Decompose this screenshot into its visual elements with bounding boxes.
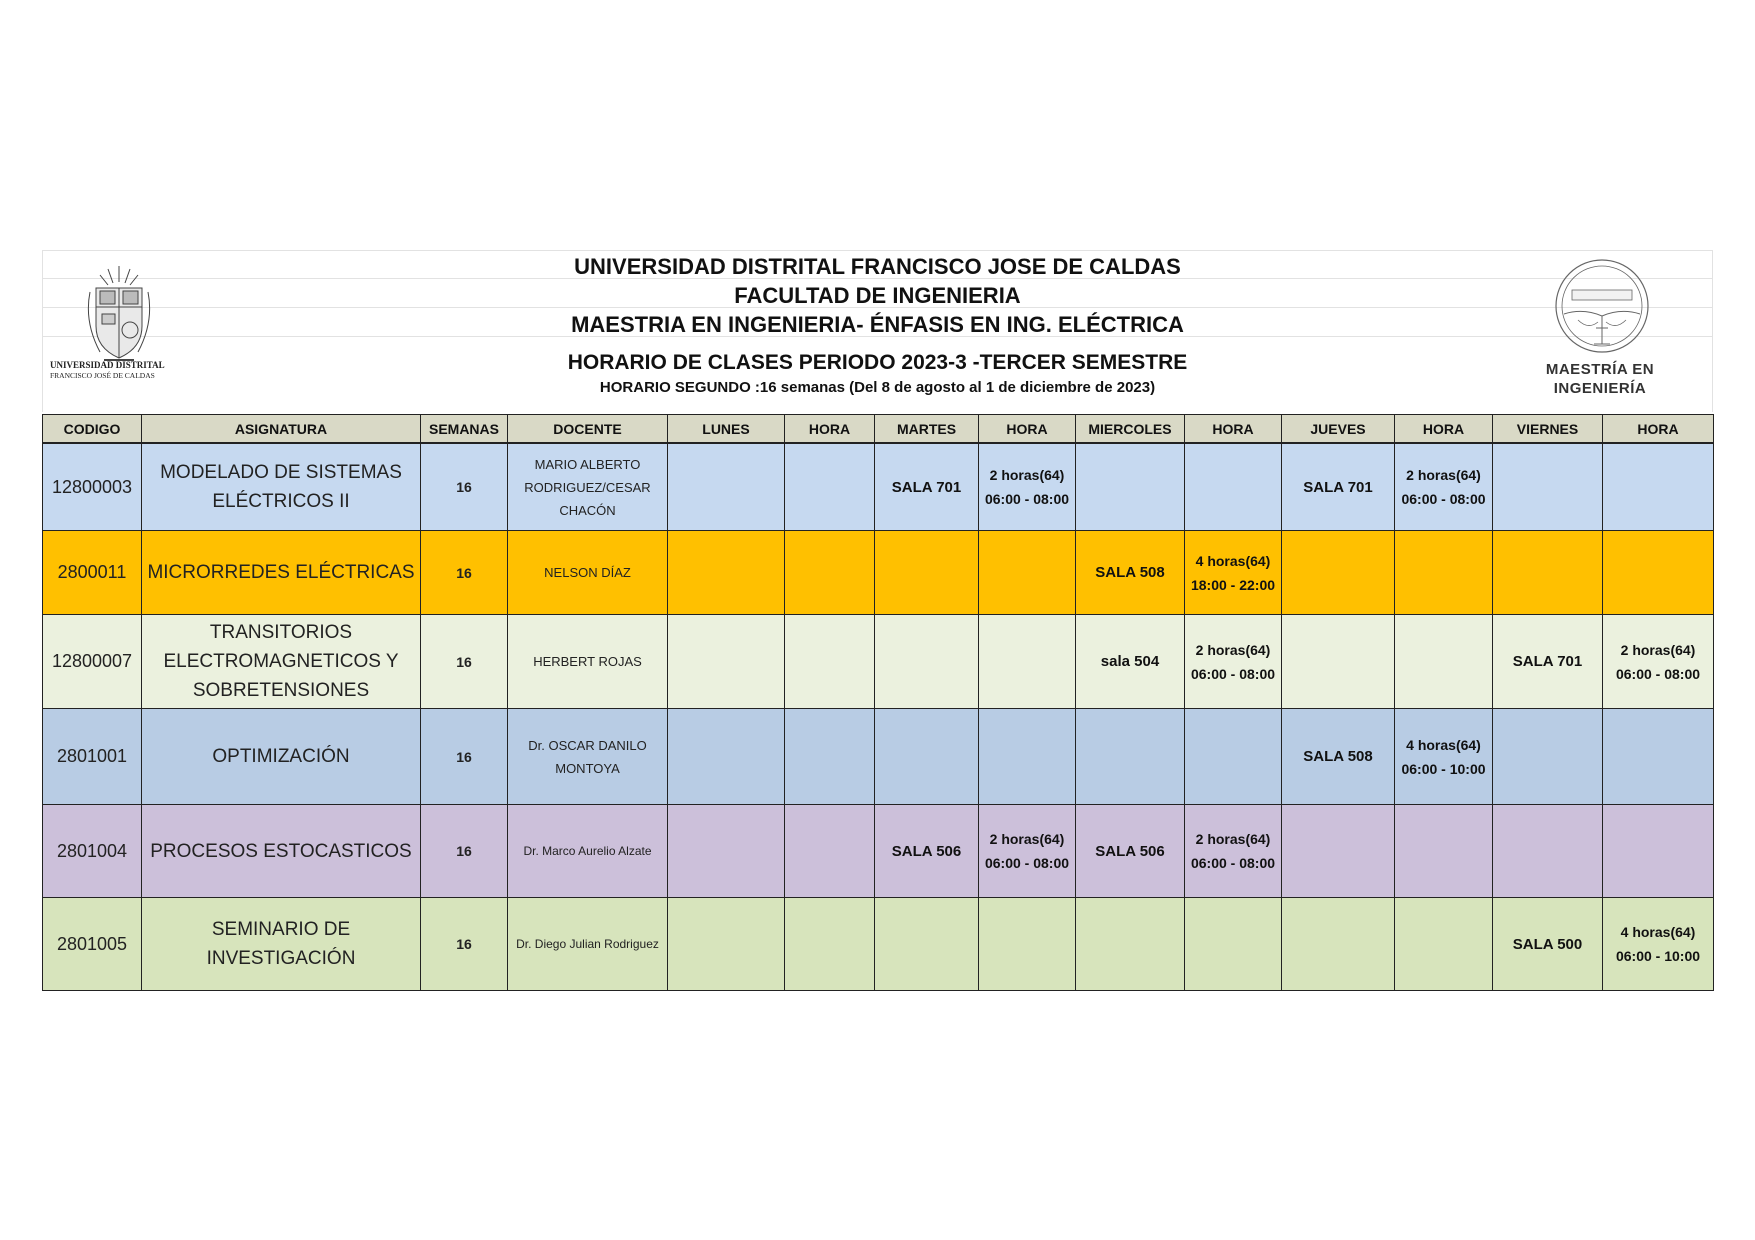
viernes-room (1493, 709, 1603, 805)
table-row (43, 898, 1714, 991)
right-logo-caption-line: MAESTRÍA EN (1545, 361, 1655, 378)
jueves-room (1282, 898, 1395, 991)
miercoles-hours (1185, 709, 1282, 805)
column-header-hora: HORA (1185, 415, 1282, 444)
subject-line: ELÉCTRICOS II (212, 491, 350, 512)
course-teacher (508, 531, 668, 615)
viernes-hours (1603, 443, 1714, 531)
course-subject (142, 443, 421, 531)
viernes-room (1493, 805, 1603, 898)
course-teacher (508, 443, 668, 531)
martes-room (875, 709, 979, 805)
time-line: 06:00 - 08:00 (1615, 665, 1701, 682)
course-teacher (508, 898, 668, 991)
course-code: 12800007 (43, 615, 142, 709)
jueves-hours (1395, 615, 1493, 709)
table-row (43, 709, 1714, 805)
column-header-asignatura: ASIGNATURA (142, 415, 421, 444)
header-gridline (42, 250, 1713, 251)
class-schedule-table (42, 414, 1714, 991)
jueves-room: SALA 508 (1282, 709, 1395, 805)
left-logo-caption: UNIVERSIDAD DISTRITAL (50, 360, 165, 370)
course-weeks: 16 (421, 805, 508, 898)
jueves-hours (1395, 898, 1493, 991)
martes-room (875, 898, 979, 991)
course-weeks: 16 (421, 531, 508, 615)
hours-line: 2 horas(64) (1195, 831, 1271, 847)
martes-room: SALA 701 (875, 443, 979, 531)
schedule-title: HORARIO DE CLASES PERIODO 2023-3 -TERCER SEMESTRE (567, 351, 1188, 374)
course-code: 12800003 (43, 443, 142, 531)
lunes-hours (785, 709, 875, 805)
table-row (43, 443, 1714, 531)
course-code: 2801001 (43, 709, 142, 805)
lunes-room (668, 805, 785, 898)
martes-hours (979, 531, 1076, 615)
teacher-line: Dr. OSCAR DANILO (528, 737, 647, 753)
course-subject (142, 531, 421, 615)
right-logo-caption-line: INGENIERÍA (1553, 380, 1647, 397)
university-title: UNIVERSIDAD DISTRITAL FRANCISCO JOSE DE CALDAS (574, 254, 1181, 279)
jueves-hours (1395, 709, 1493, 805)
jueves-room (1282, 531, 1395, 615)
miercoles-room (1076, 898, 1185, 991)
viernes-hours (1603, 898, 1714, 991)
schedule-header (42, 250, 1713, 412)
hours-line: 2 horas(64) (989, 467, 1065, 483)
table-header-row (43, 415, 1714, 444)
teacher-line: MARIO ALBERTO (534, 456, 641, 472)
time-line: 18:00 - 22:00 (1190, 576, 1276, 593)
table-row (43, 805, 1714, 898)
martes-hours (979, 709, 1076, 805)
lunes-room (668, 443, 785, 531)
subject-line: ELECTROMAGNETICOS Y (163, 651, 399, 672)
jueves-room (1282, 615, 1395, 709)
martes-room (875, 531, 979, 615)
subject-line: PROCESOS ESTOCASTICOS (150, 840, 412, 862)
column-header-viernes: VIERNES (1493, 415, 1603, 444)
column-header-semanas: SEMANAS (421, 415, 508, 444)
teacher-line: NELSON DÍAZ (544, 565, 631, 580)
jueves-hours (1395, 531, 1493, 615)
column-header-hora: HORA (785, 415, 875, 444)
martes-hours (979, 443, 1076, 531)
subject-line: MICRORREDES ELÉCTRICAS (147, 562, 415, 583)
column-header-hora: HORA (1603, 415, 1714, 444)
course-code: 2801005 (43, 898, 142, 991)
teacher-line: CHACÓN (559, 502, 616, 518)
miercoles-hours (1185, 615, 1282, 709)
course-teacher (508, 709, 668, 805)
time-line: 06:00 - 10:00 (1401, 760, 1486, 777)
lunes-room (668, 898, 785, 991)
time-line: 06:00 - 10:00 (1615, 948, 1701, 964)
lunes-hours (785, 805, 875, 898)
course-weeks: 16 (421, 443, 508, 531)
viernes-room (1493, 443, 1603, 531)
viernes-hours (1603, 709, 1714, 805)
jueves-hours (1395, 443, 1493, 531)
subject-line: MODELADO DE SISTEMAS (160, 462, 402, 483)
martes-hours (979, 615, 1076, 709)
left-logo-subcaption: FRANCISCO JOSÉ DE CALDAS (50, 371, 155, 380)
martes-room: SALA 506 (875, 805, 979, 898)
hours-line: 2 horas(64) (989, 831, 1065, 847)
time-line: 06:00 - 08:00 (984, 855, 1070, 871)
course-teacher (508, 805, 668, 898)
miercoles-hours (1185, 443, 1282, 531)
masters-program-seal-logo (1548, 258, 1656, 358)
course-code: 2801004 (43, 805, 142, 898)
hours-line: 4 horas(64) (1406, 736, 1481, 753)
lunes-hours (785, 531, 875, 615)
hours-line: 4 horas(64) (1195, 552, 1271, 569)
viernes-hours (1603, 805, 1714, 898)
column-header-miercoles: MIERCOLES (1076, 415, 1185, 444)
schedule-subtitle: HORARIO SEGUNDO :16 semanas (Del 8 de agosto al 1 de diciembre de 2023) (599, 379, 1156, 396)
miercoles-room: SALA 506 (1076, 805, 1185, 898)
column-header-docente: DOCENTE (508, 415, 668, 444)
teacher-line: Dr. Diego Julian Rodriguez (516, 936, 659, 951)
column-header-hora: HORA (979, 415, 1076, 444)
course-weeks: 16 (421, 898, 508, 991)
lunes-room (668, 615, 785, 709)
table-row (43, 615, 1714, 709)
lunes-hours (785, 898, 875, 991)
miercoles-hours (1185, 805, 1282, 898)
hours-line: 4 horas(64) (1620, 924, 1696, 940)
subject-line: SEMINARIO DE INVESTIGACIÓN (206, 919, 356, 969)
subject-line: OPTIMIZACIÓN (212, 746, 350, 767)
course-subject (142, 898, 421, 991)
course-subject (142, 709, 421, 805)
time-line: 06:00 - 08:00 (1190, 855, 1276, 871)
hours-line: 2 horas(64) (1620, 641, 1696, 658)
miercoles-room (1076, 709, 1185, 805)
faculty-title: FACULTAD DE INGENIERIA (734, 283, 1021, 308)
martes-hours (979, 805, 1076, 898)
jueves-room (1282, 805, 1395, 898)
lunes-room (668, 531, 785, 615)
column-header-hora: HORA (1395, 415, 1493, 444)
teacher-line: MONTOYA (555, 760, 620, 776)
schedule-sheet (42, 250, 1713, 994)
lunes-room (668, 709, 785, 805)
lunes-hours (785, 443, 875, 531)
course-teacher (508, 615, 668, 709)
teacher-line: HERBERT ROJAS (533, 654, 642, 669)
course-weeks: 16 (421, 615, 508, 709)
hours-line: 2 horas(64) (1406, 467, 1481, 483)
column-header-codigo: CODIGO (43, 415, 142, 444)
miercoles-room: sala 504 (1076, 615, 1185, 709)
viernes-hours (1603, 531, 1714, 615)
course-subject (142, 615, 421, 709)
right-logo-caption (1532, 360, 1668, 398)
course-subject (142, 805, 421, 898)
viernes-room (1493, 531, 1603, 615)
teacher-line: Dr. Marco Aurelio Alzate (523, 843, 652, 858)
martes-hours (979, 898, 1076, 991)
teacher-line: RODRIGUEZ/CESAR (524, 479, 651, 495)
column-header-martes: MARTES (875, 415, 979, 444)
time-line: 06:00 - 08:00 (984, 491, 1070, 507)
subject-line: TRANSITORIOS (209, 622, 353, 643)
column-header-jueves: JUEVES (1282, 415, 1395, 444)
viernes-hours (1603, 615, 1714, 709)
miercoles-hours (1185, 898, 1282, 991)
miercoles-room (1076, 443, 1185, 531)
martes-room (875, 615, 979, 709)
column-header-lunes: LUNES (668, 415, 785, 444)
viernes-room: SALA 701 (1493, 615, 1603, 709)
program-title: MAESTRIA EN INGENIERIA- ÉNFASIS EN ING. ELÉCTRICA (571, 312, 1184, 337)
miercoles-hours (1185, 531, 1282, 615)
miercoles-room: SALA 508 (1076, 531, 1185, 615)
lunes-hours (785, 615, 875, 709)
viernes-room: SALA 500 (1493, 898, 1603, 991)
time-line: 06:00 - 08:00 (1190, 665, 1276, 682)
subject-line: SOBRETENSIONES (192, 680, 370, 701)
hours-line: 2 horas(64) (1195, 641, 1271, 658)
course-code: 2800011 (43, 531, 142, 615)
time-line: 06:00 - 08:00 (1401, 491, 1486, 507)
jueves-room: SALA 701 (1282, 443, 1395, 531)
jueves-hours (1395, 805, 1493, 898)
course-weeks: 16 (421, 709, 508, 805)
table-row (43, 531, 1714, 615)
